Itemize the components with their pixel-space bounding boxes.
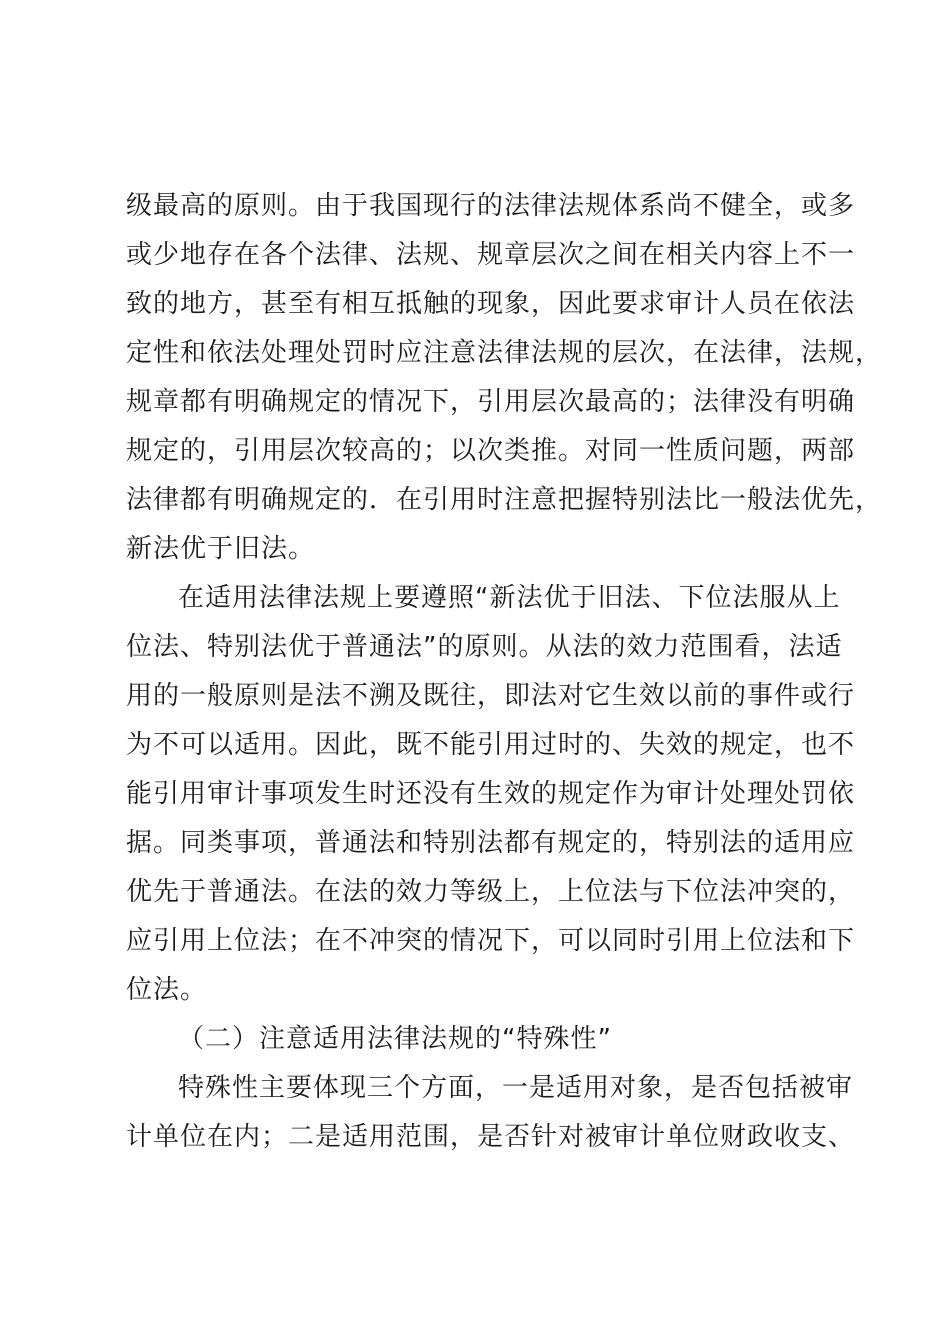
text-line: 为不可以适用。因此，既不能引用过时的、失效的规定，也不 <box>126 730 856 760</box>
document-body <box>126 186 883 1166</box>
text-line: 规定的，引用层次较高的；以次类推。对同一性质问题，两部 <box>126 436 856 466</box>
text-line: 致的地方，甚至有相互抵触的现象，因此要求审计人员在依法 <box>126 289 856 319</box>
section-heading <box>126 1019 856 1068</box>
text-line: 计单位在内；二是适用范围，是否针对被审计单位财政收支、 <box>126 1122 856 1152</box>
text-line: 优先于普通法。在法的效力等级上，上位法与下位法冲突的， <box>126 877 856 907</box>
text-line: 新法优于旧法。 <box>126 534 316 564</box>
text-line: 法律都有明确规定的．在引用时注意把握特别法比一般法优先， <box>126 485 883 515</box>
text-line: 用的一般原则是法不溯及既往，即法对它生效以前的事件或行 <box>126 681 856 711</box>
text-line: 或少地存在各个法律、法规、规章层次之间在相关内容上不一 <box>126 240 856 270</box>
text-line: 据。同类事项，普通法和特别法都有规定的，特别法的适用应 <box>126 828 856 858</box>
paragraph-3 <box>126 1068 856 1166</box>
text-line: 位法、特别法优于普通法”的原则。从法的效力范围看，法适 <box>126 632 843 662</box>
paragraph-2 <box>126 578 856 1019</box>
text-line: 级最高的原则。由于我国现行的法律法规体系尚不健全，或多 <box>126 191 856 221</box>
text-line: 位法。 <box>126 975 208 1005</box>
text-line: 在适用法律法规上要遵照“新法优于旧法、下位法服从上 <box>178 583 841 613</box>
text-line: 应引用上位法；在不冲突的情况下，可以同时引用上位法和下 <box>126 926 856 956</box>
text-line: 规章都有明确规定的情况下，引用层次最高的；法律没有明确 <box>126 387 856 417</box>
text-line: 特殊性主要体现三个方面，一是适用对象，是否包括被审 <box>178 1073 854 1103</box>
heading-line: （二）注意适用法律法规的“特殊性” <box>178 1024 612 1054</box>
paragraph-1 <box>126 186 883 578</box>
text-line: 定性和依法处理处罚时应注意法律法规的层次，在法律，法规， <box>126 338 883 368</box>
text-line: 能引用审计事项发生时还没有生效的规定作为审计处理处罚依 <box>126 779 856 809</box>
